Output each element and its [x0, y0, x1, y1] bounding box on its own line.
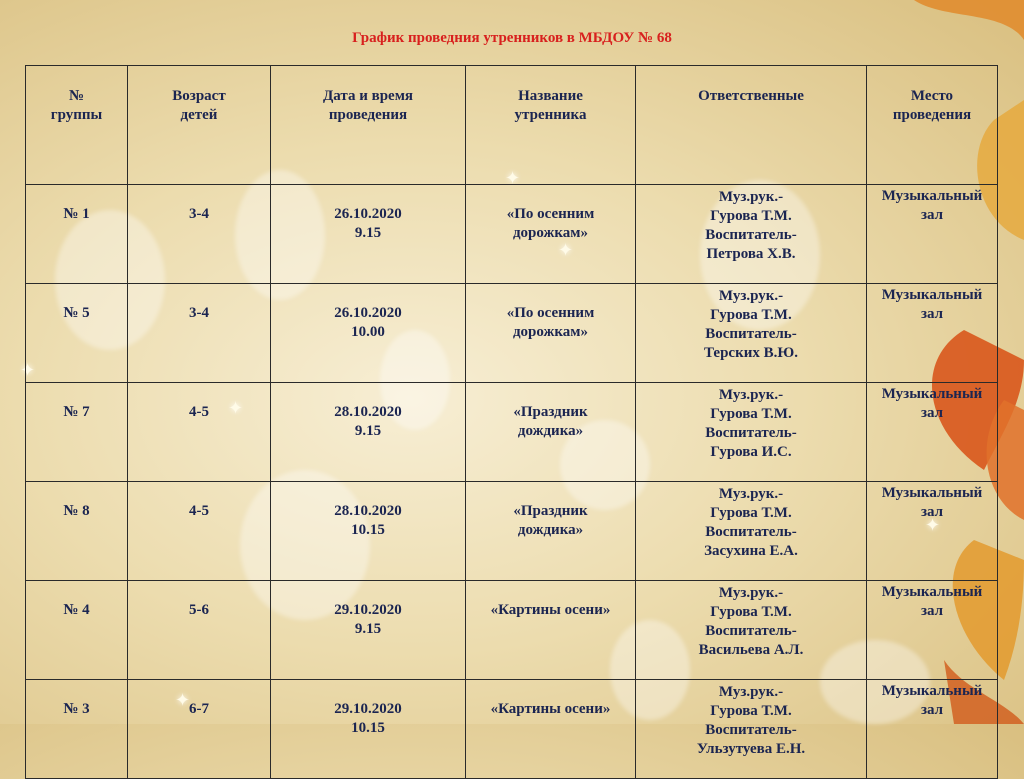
cell-datetime: 28.10.2020 10.15 [271, 482, 466, 581]
cell-place: Музыкальный зал [867, 185, 998, 284]
cell-event-name: «Картины осени» [466, 680, 636, 779]
table-row [26, 383, 998, 482]
cell-group: № 7 [26, 383, 128, 482]
table-row [26, 581, 998, 680]
header-age: Возраст детей [128, 66, 271, 185]
cell-event-name: «Праздник дождика» [466, 383, 636, 482]
cell-responsible: Муз.рук.- Гурова Т.М. Воспитатель- Гурова И.С. [636, 383, 867, 482]
cell-place: Музыкальный зал [867, 680, 998, 779]
cell-group: № 3 [26, 680, 128, 779]
cell-responsible: Муз.рук.- Гурова Т.М. Воспитатель- Терских В.Ю. [636, 284, 867, 383]
cell-datetime: 26.10.2020 9.15 [271, 185, 466, 284]
table-header-row [26, 66, 998, 185]
cell-place: Музыкальный зал [867, 581, 998, 680]
cell-place: Музыкальный зал [867, 383, 998, 482]
page-title: График проведния утренников в МБДОУ № 68 [352, 30, 672, 46]
cell-datetime: 28.10.2020 9.15 [271, 383, 466, 482]
cell-group: № 4 [26, 581, 128, 680]
cell-place: Музыкальный зал [867, 284, 998, 383]
cell-age: 4-5 [128, 383, 271, 482]
cell-responsible: Муз.рук.- Гурова Т.М. Воспитатель- Ульзутуева Е.Н. [636, 680, 867, 779]
cell-age: 3-4 [128, 284, 271, 383]
cell-age: 3-4 [128, 185, 271, 284]
table-row [26, 680, 998, 779]
header-place: Место проведения [867, 66, 998, 185]
cell-event-name: «Праздник дождика» [466, 482, 636, 581]
cell-datetime: 29.10.2020 9.15 [271, 581, 466, 680]
cell-group: № 8 [26, 482, 128, 581]
cell-responsible: Муз.рук.- Гурова Т.М. Воспитатель- Васильева А.Л. [636, 581, 867, 680]
table-row [26, 482, 998, 581]
cell-event-name: «По осенним дорожкам» [466, 185, 636, 284]
cell-age: 5-6 [128, 581, 271, 680]
table-row [26, 284, 998, 383]
cell-event-name: «Картины осени» [466, 581, 636, 680]
cell-responsible: Муз.рук.- Гурова Т.М. Воспитатель- Петрова Х.В. [636, 185, 867, 284]
schedule-table [25, 65, 998, 779]
cell-responsible: Муз.рук.- Гурова Т.М. Воспитатель- Засухина Е.А. [636, 482, 867, 581]
header-group: № группы [26, 66, 128, 185]
cell-datetime: 29.10.2020 10.15 [271, 680, 466, 779]
table-row [26, 185, 998, 284]
cell-age: 6-7 [128, 680, 271, 779]
cell-age: 4-5 [128, 482, 271, 581]
cell-event-name: «По осенним дорожкам» [466, 284, 636, 383]
header-responsible: Ответственные [636, 66, 867, 185]
cell-place: Музыкальный зал [867, 482, 998, 581]
header-datetime: Дата и время проведения [271, 66, 466, 185]
cell-datetime: 26.10.2020 10.00 [271, 284, 466, 383]
header-event-name: Название утренника [466, 66, 636, 185]
cell-group: № 5 [26, 284, 128, 383]
cell-group: № 1 [26, 185, 128, 284]
